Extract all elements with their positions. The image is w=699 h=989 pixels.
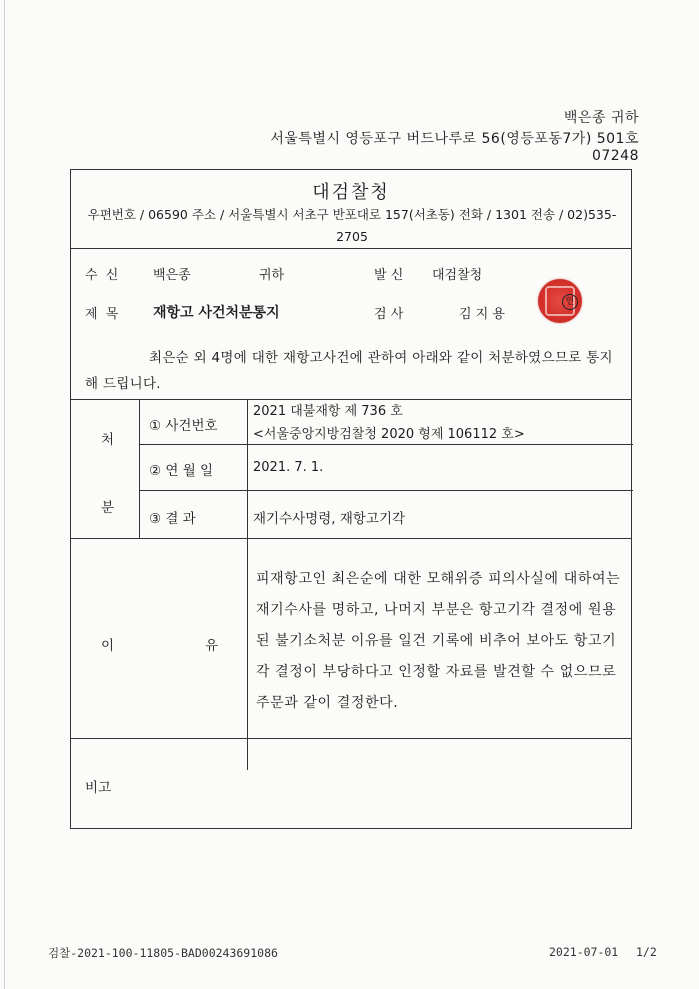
case-number-label: ① 사건번호 xyxy=(149,418,218,434)
divider xyxy=(71,248,631,249)
page-number: 1/2 xyxy=(636,945,657,959)
seal-mark: 인 xyxy=(562,294,578,310)
agency-title: 대검찰청 xyxy=(312,182,390,203)
reason-label-left: 이 xyxy=(101,638,115,654)
divider xyxy=(139,490,633,491)
notice-text: 최은순 외 4명에 대한 재항고사건에 관하여 아래와 같이 처분하였으므로 통지해 드립니다. xyxy=(85,350,613,392)
issue-date: 2021-07-01 xyxy=(549,945,619,959)
document-number: 검찰-2021-100-11805-BAD00243691086 xyxy=(48,946,278,960)
recipient-address: 서울특별시 영등포구 버드나루로 56(영등포동7가) 501호 xyxy=(270,131,639,147)
disposition-label-top: 처 xyxy=(101,432,115,448)
to-label: 수 신 xyxy=(85,268,121,283)
divider xyxy=(139,444,633,445)
disposition-label-bottom: 분 xyxy=(101,500,115,516)
subject-value: 재항고 사건처분통지 xyxy=(153,305,280,321)
divider xyxy=(247,399,248,770)
divider xyxy=(139,399,140,538)
remarks-label: 비고 xyxy=(85,780,112,796)
date-label: ② 연 월 일 xyxy=(149,463,214,479)
result-label: ③ 결 과 xyxy=(149,511,196,527)
from-value: 대검찰청 xyxy=(432,268,483,283)
paper-edge xyxy=(4,0,5,989)
reason-text: 피재항고인 최은순에 대한 모해위증 피의사실에 대하여는 재기수사를 명하고, 나머지 부분은 항고기각 결정에 원용된 불기소처분 이유를 일건 기록에 비추어 보아도 항고기각 결정이 부당하다고 인정할 자료를 발견할 수 없으므로 주문과 같이 결정한다. xyxy=(256,571,621,711)
divider xyxy=(71,538,631,539)
recipient-postal-code: 07248 xyxy=(591,148,639,164)
date-value: 2021. 7. 1. xyxy=(253,460,324,475)
case-number-value: 2021 대불재항 제 736 호 xyxy=(253,404,403,419)
to-suffix: 귀하 xyxy=(259,268,285,283)
from-label: 발 신 xyxy=(374,268,404,283)
subject-label: 제 목 xyxy=(85,307,121,322)
reason-label-right: 유 xyxy=(205,638,219,654)
to-value: 백은종 xyxy=(153,268,191,283)
prosecutor-label: 검 사 xyxy=(374,307,404,322)
agency-address: 우편번호 / 06590 주소 / 서울특별시 서초구 반포대로 157(서초동) 전화 / 1301 전송 / 02)535-2705 xyxy=(87,207,617,244)
divider xyxy=(71,738,631,739)
result-value: 재기수사명령, 재항고기각 xyxy=(253,511,406,527)
notice-form xyxy=(70,169,632,829)
recipient-name: 백은종 귀하 xyxy=(563,110,639,126)
original-case-number: <서울중앙지방검찰청 2020 형제 106112 호> xyxy=(253,427,525,442)
prosecutor-value: 김 지 용 xyxy=(459,307,505,322)
